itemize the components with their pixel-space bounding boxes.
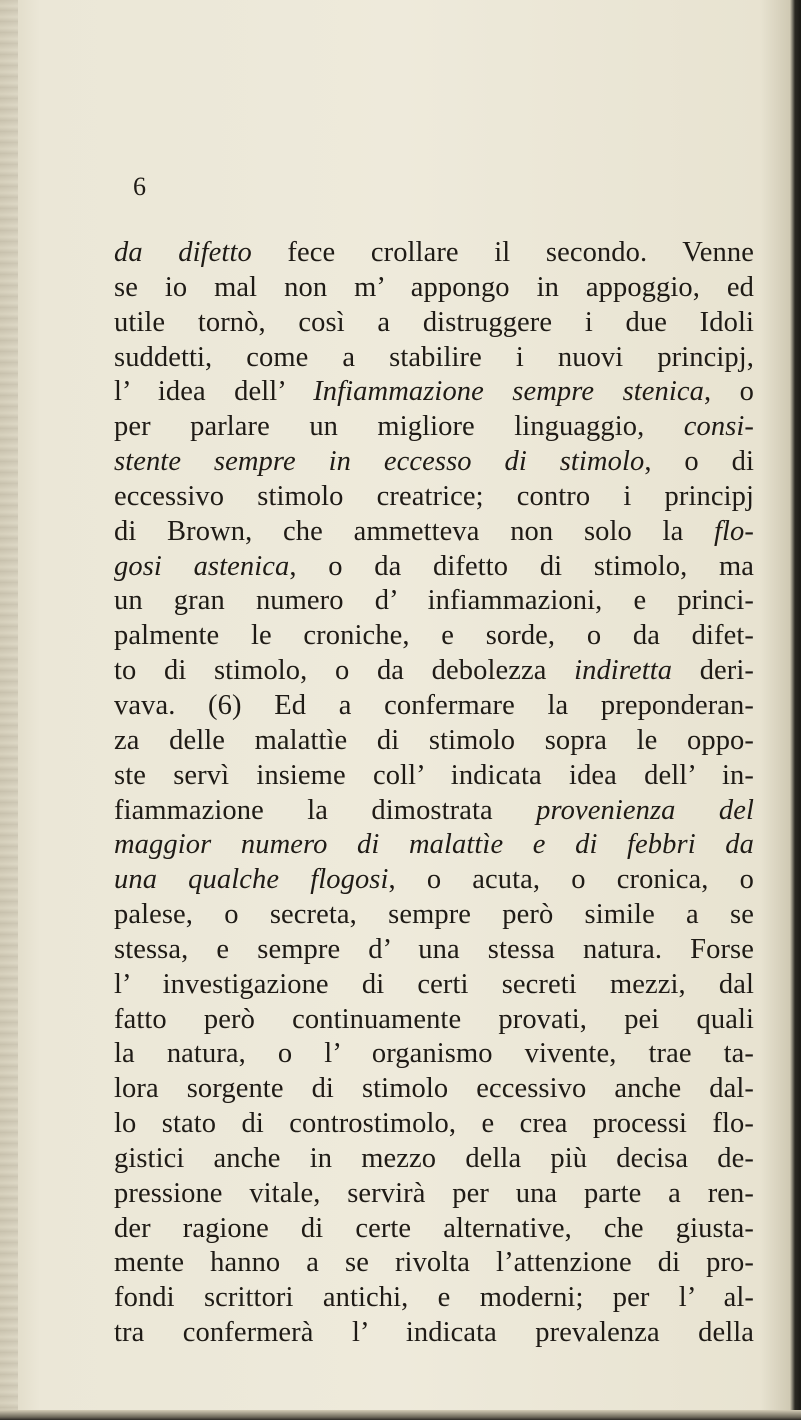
text-segment: per parlare un migliore linguaggio, bbox=[114, 411, 684, 443]
text-segment: gistici anche in mezzo della più decisa de- bbox=[114, 1142, 754, 1174]
italic-segment: una qualche flogosi bbox=[114, 864, 389, 896]
italic-segment: provenienza del bbox=[536, 794, 755, 826]
text-line bbox=[114, 375, 754, 410]
text-line bbox=[114, 654, 754, 689]
text-segment: palmente le croniche, e sorde, o da difet- bbox=[114, 620, 754, 652]
text-line bbox=[114, 271, 754, 306]
italic-segment: maggior numero di malattìe e di febbri da bbox=[114, 829, 754, 861]
text-segment: stessa, e sempre d’ una stessa natura. Forse bbox=[114, 933, 754, 965]
text-segment: la natura, o l’ organismo vivente, trae ta- bbox=[114, 1038, 754, 1070]
text-segment: der ragione di certe alternative, che giusta- bbox=[114, 1212, 754, 1244]
italic-segment: stente sempre in eccesso di stimolo bbox=[114, 446, 645, 478]
text-line bbox=[114, 1072, 754, 1107]
text-line bbox=[114, 236, 754, 271]
text-line bbox=[114, 584, 754, 619]
text-line bbox=[114, 306, 754, 341]
text-segment: , o acuta, o cronica, o bbox=[388, 864, 754, 896]
text-segment: lo stato di controstimolo, e crea processi flo- bbox=[114, 1108, 754, 1140]
text-line bbox=[114, 1246, 754, 1281]
text-segment: , o da difetto di stimolo, ma bbox=[289, 550, 754, 582]
text-segment: utile tornò, così a distruggere i due Idoli bbox=[114, 306, 754, 338]
page-bottom-edge bbox=[0, 1410, 801, 1420]
text-line bbox=[114, 1037, 754, 1072]
page-number: 6 bbox=[133, 172, 146, 201]
text-segment: fece crollare il secondo. Venne bbox=[251, 237, 755, 268]
text-line bbox=[114, 828, 754, 863]
text-line bbox=[114, 515, 754, 550]
text-segment: to di stimolo, o da debolezza bbox=[114, 655, 575, 687]
text-segment: lora sorgente di stimolo eccessivo anche dal- bbox=[114, 1073, 754, 1105]
text-line bbox=[114, 550, 754, 585]
italic-segment: flo- bbox=[714, 515, 754, 547]
text-segment: suddetti, come a stabilire i nuovi principj, bbox=[114, 341, 754, 373]
italic-segment: consi- bbox=[683, 411, 754, 443]
text-line bbox=[114, 863, 754, 898]
text-line bbox=[114, 1003, 754, 1038]
text-segment: un gran numero d’ infiammazioni, e princi- bbox=[114, 585, 754, 617]
text-segment: di Brown, che ammetteva non solo la bbox=[114, 515, 715, 547]
text-line bbox=[114, 968, 754, 1003]
text-segment: mente hanno a se rivolta l’attenzione di pro- bbox=[114, 1247, 754, 1279]
italic-segment: gosi astenica bbox=[114, 550, 290, 582]
text-segment: vava. (6) Ed a confermare la preponderan- bbox=[114, 689, 754, 721]
text-segment: fiammazione la dimostrata bbox=[114, 794, 537, 826]
italic-segment: da difetto bbox=[114, 237, 252, 268]
text-line bbox=[114, 1281, 754, 1316]
text-line bbox=[114, 1142, 754, 1177]
italic-segment: Infiammazione sempre stenica bbox=[313, 376, 704, 408]
text-line bbox=[114, 724, 754, 759]
text-segment: tra confermerà l’ indicata prevalenza della bbox=[114, 1317, 754, 1349]
text-segment: eccessivo stimolo creatrice; contro i principj bbox=[114, 480, 754, 512]
text-line bbox=[114, 794, 754, 829]
body-text bbox=[114, 236, 754, 1351]
text-segment: se io mal non m’ appongo in appoggio, ed bbox=[114, 271, 754, 303]
text-line bbox=[114, 341, 754, 376]
text-line bbox=[114, 619, 754, 654]
text-segment: fondi scrittori antichi, e moderni; per l’ al- bbox=[114, 1282, 754, 1314]
text-segment: palese, o secreta, sempre però simile a se bbox=[114, 899, 754, 931]
text-line bbox=[114, 689, 754, 724]
text-segment: deri- bbox=[672, 655, 754, 687]
text-line bbox=[114, 410, 754, 445]
text-line bbox=[114, 898, 754, 933]
text-segment: ste servì insieme coll’ indicata idea dell’ in- bbox=[114, 759, 754, 791]
text-line bbox=[114, 445, 754, 480]
text-segment: , o bbox=[704, 376, 754, 408]
text-line bbox=[114, 1212, 754, 1247]
text-line bbox=[114, 933, 754, 968]
page-gutter bbox=[0, 0, 18, 1420]
italic-segment: indiretta bbox=[574, 655, 673, 687]
text-segment: za delle malattìe di stimolo sopra le oppo- bbox=[114, 724, 754, 756]
text-line bbox=[114, 759, 754, 794]
text-line bbox=[114, 1107, 754, 1142]
text-segment: , o di bbox=[644, 446, 754, 478]
text-segment: fatto però continuamente provati, pei quali bbox=[114, 1003, 754, 1035]
text-line bbox=[114, 1177, 754, 1212]
text-segment: l’ idea dell’ bbox=[114, 376, 314, 408]
text-line bbox=[114, 480, 754, 515]
text-segment: l’ investigazione di certi secreti mezzi, dal bbox=[114, 968, 754, 1000]
text-segment: pressione vitale, servirà per una parte a ren- bbox=[114, 1177, 754, 1209]
text-line bbox=[114, 1316, 754, 1351]
